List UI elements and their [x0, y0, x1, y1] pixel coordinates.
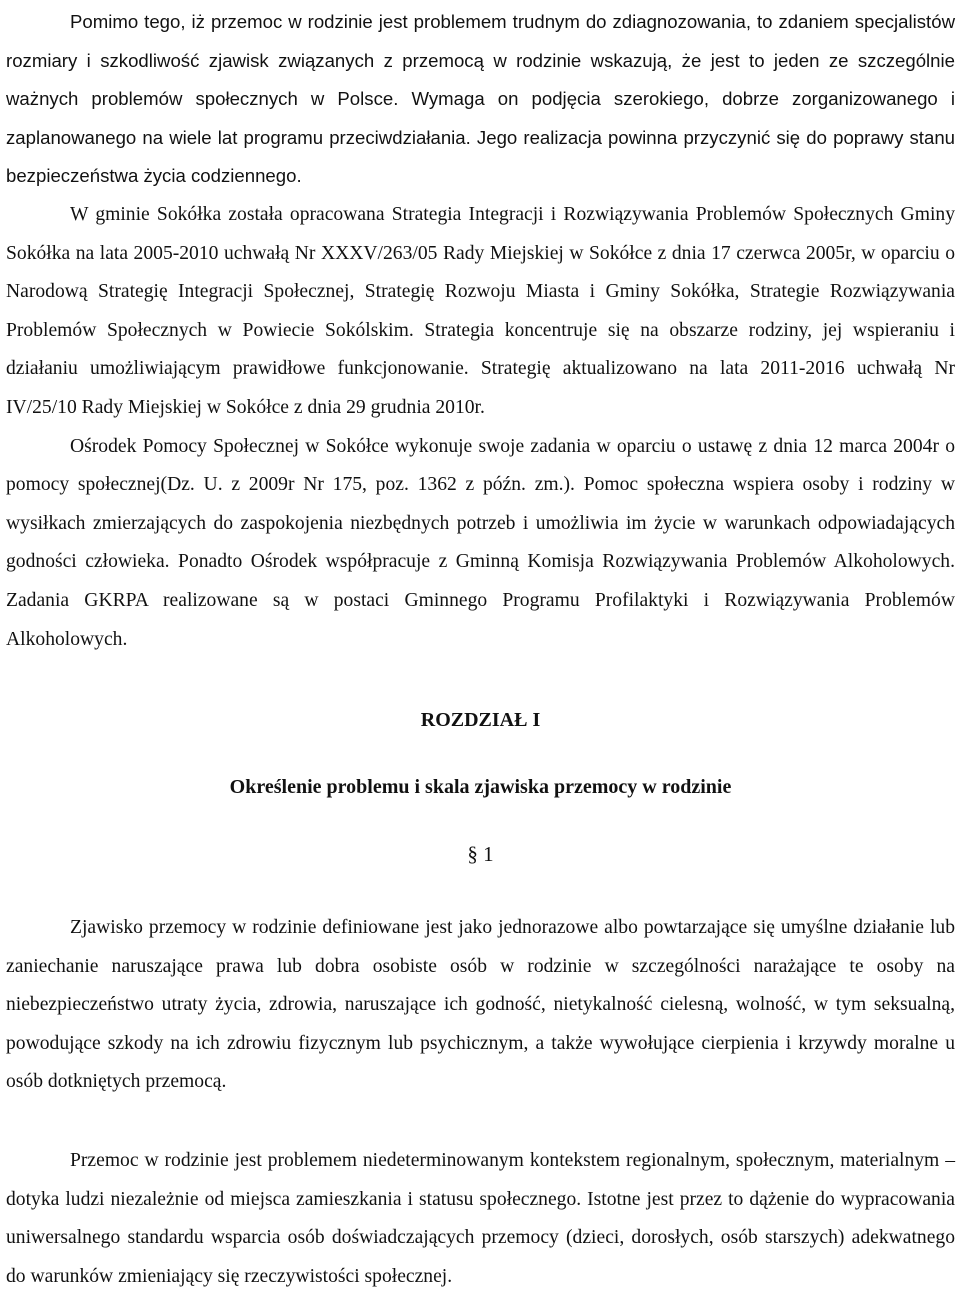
paragraph-context: Przemoc w rodzinie jest problemem niedeterminowanym kontekstem regionalnym, społecznym, materialnym – dotyka ludzi niezależnie od miejsca zamieszkania i statusu społecznego. Istotne jest przez to dążenie do wypracowania uniwersalnego standardu wsparcia osób doświadczających przemocy (dzieci, dorosłych, osób starszych) adekwatnego do warunków zmieniający się rzeczywistości społecznej.	[6, 1150, 955, 1287]
paragraph-definition: Zjawisko przemocy w rodzinie definiowane jest jako jednorazowe albo powtarzające się umyślne działanie lub zaniechanie naruszające prawa lub dobra osobiste osób w rodzinie w szczególności narażające te osoby na niebezpieczeństwo utraty życia, zdrowia, naruszające ich godność, nietykalność cielesną, wolność, w tym seksualną, powodujące szkody na ich zdrowiu fizycznym lub psychicznym, a także wywołujące cierpienia i krzywdy moralne u osób dotkniętych przemocą.	[6, 917, 955, 1093]
paragraph-strategy: W gminie Sokółka została opracowana Strategia Integracji i Rozwiązywania Problemów Społecznych Gminy Sokółka na lata 2005-2010 uchwałą Nr XXXV/263/05 Rady Miejskiej w Sokółce z dnia 17 czerwca 2005r, w oparciu o Narodową Strategię Integracji Społecznej, Strategię Rozwoju Miasta i Gminy Sokółka, Strategie Rozwiązywania Problemów Społecznych w Powiecie Sokólskim. Strategia koncentruje się na obszarze rodziny, jej wspieraniu i działaniu umożliwiającym prawidłowe funkcjonowanie. Strategię aktualizowano na lata 2011-2016 uchwałą Nr IV/25/10 Rady Miejskiej w Sokółce z dnia 29 grudnia 2010r.	[6, 203, 955, 418]
paragraph-intro: Pomimo tego, iż przemoc w rodzinie jest problemem trudnym do zdiagnozowania, to zdaniem specjalistów rozmiary i szkodliwość zjawisk związanych z przemocą w rodzinie wskazują, że jest to jeden ze szczególnie ważnych problemów społecznych w Polsce. Wymaga on podjęcia szerokiego, dobrze zorganizowanego i zaplanowanego na wiele lat programu przeciwdziałania. Jego realizacja powinna przyczynić się do poprawy stanu bezpieczeństwa życia codziennego.	[6, 11, 955, 187]
paragraph-social-welfare-center: Ośrodek Pomocy Społecznej w Sokółce wykonuje swoje zadania w oparciu o ustawę z dnia 12 marca 2004r o pomocy społecznej(Dz. U. z 2009r Nr 175, poz. 1362 z późn. zm.). Pomoc społeczna wspiera osoby i rodziny w wysiłkach zmierzających do zaspokojenia niezbędnych potrzeb i umożliwia im życie w warunkach odpowiadających godności człowieka. Ponadto Ośrodek współpracuje z Gminną Komisja Rozwiązywania Problemów Alkoholowych. Zadania GKRPA realizowane są w postaci Gminnego Programu Profilaktyki i Rozwiązywania Problemów Alkoholowych.	[6, 435, 955, 650]
chapter-title: ROZDZIAŁ I	[420, 709, 541, 732]
section-sign: § 1	[467, 842, 494, 867]
document-page	[6, 0, 955, 1296]
chapter-subtitle: Określenie problemu i skala zjawiska przemocy w rodzinie	[229, 776, 732, 799]
